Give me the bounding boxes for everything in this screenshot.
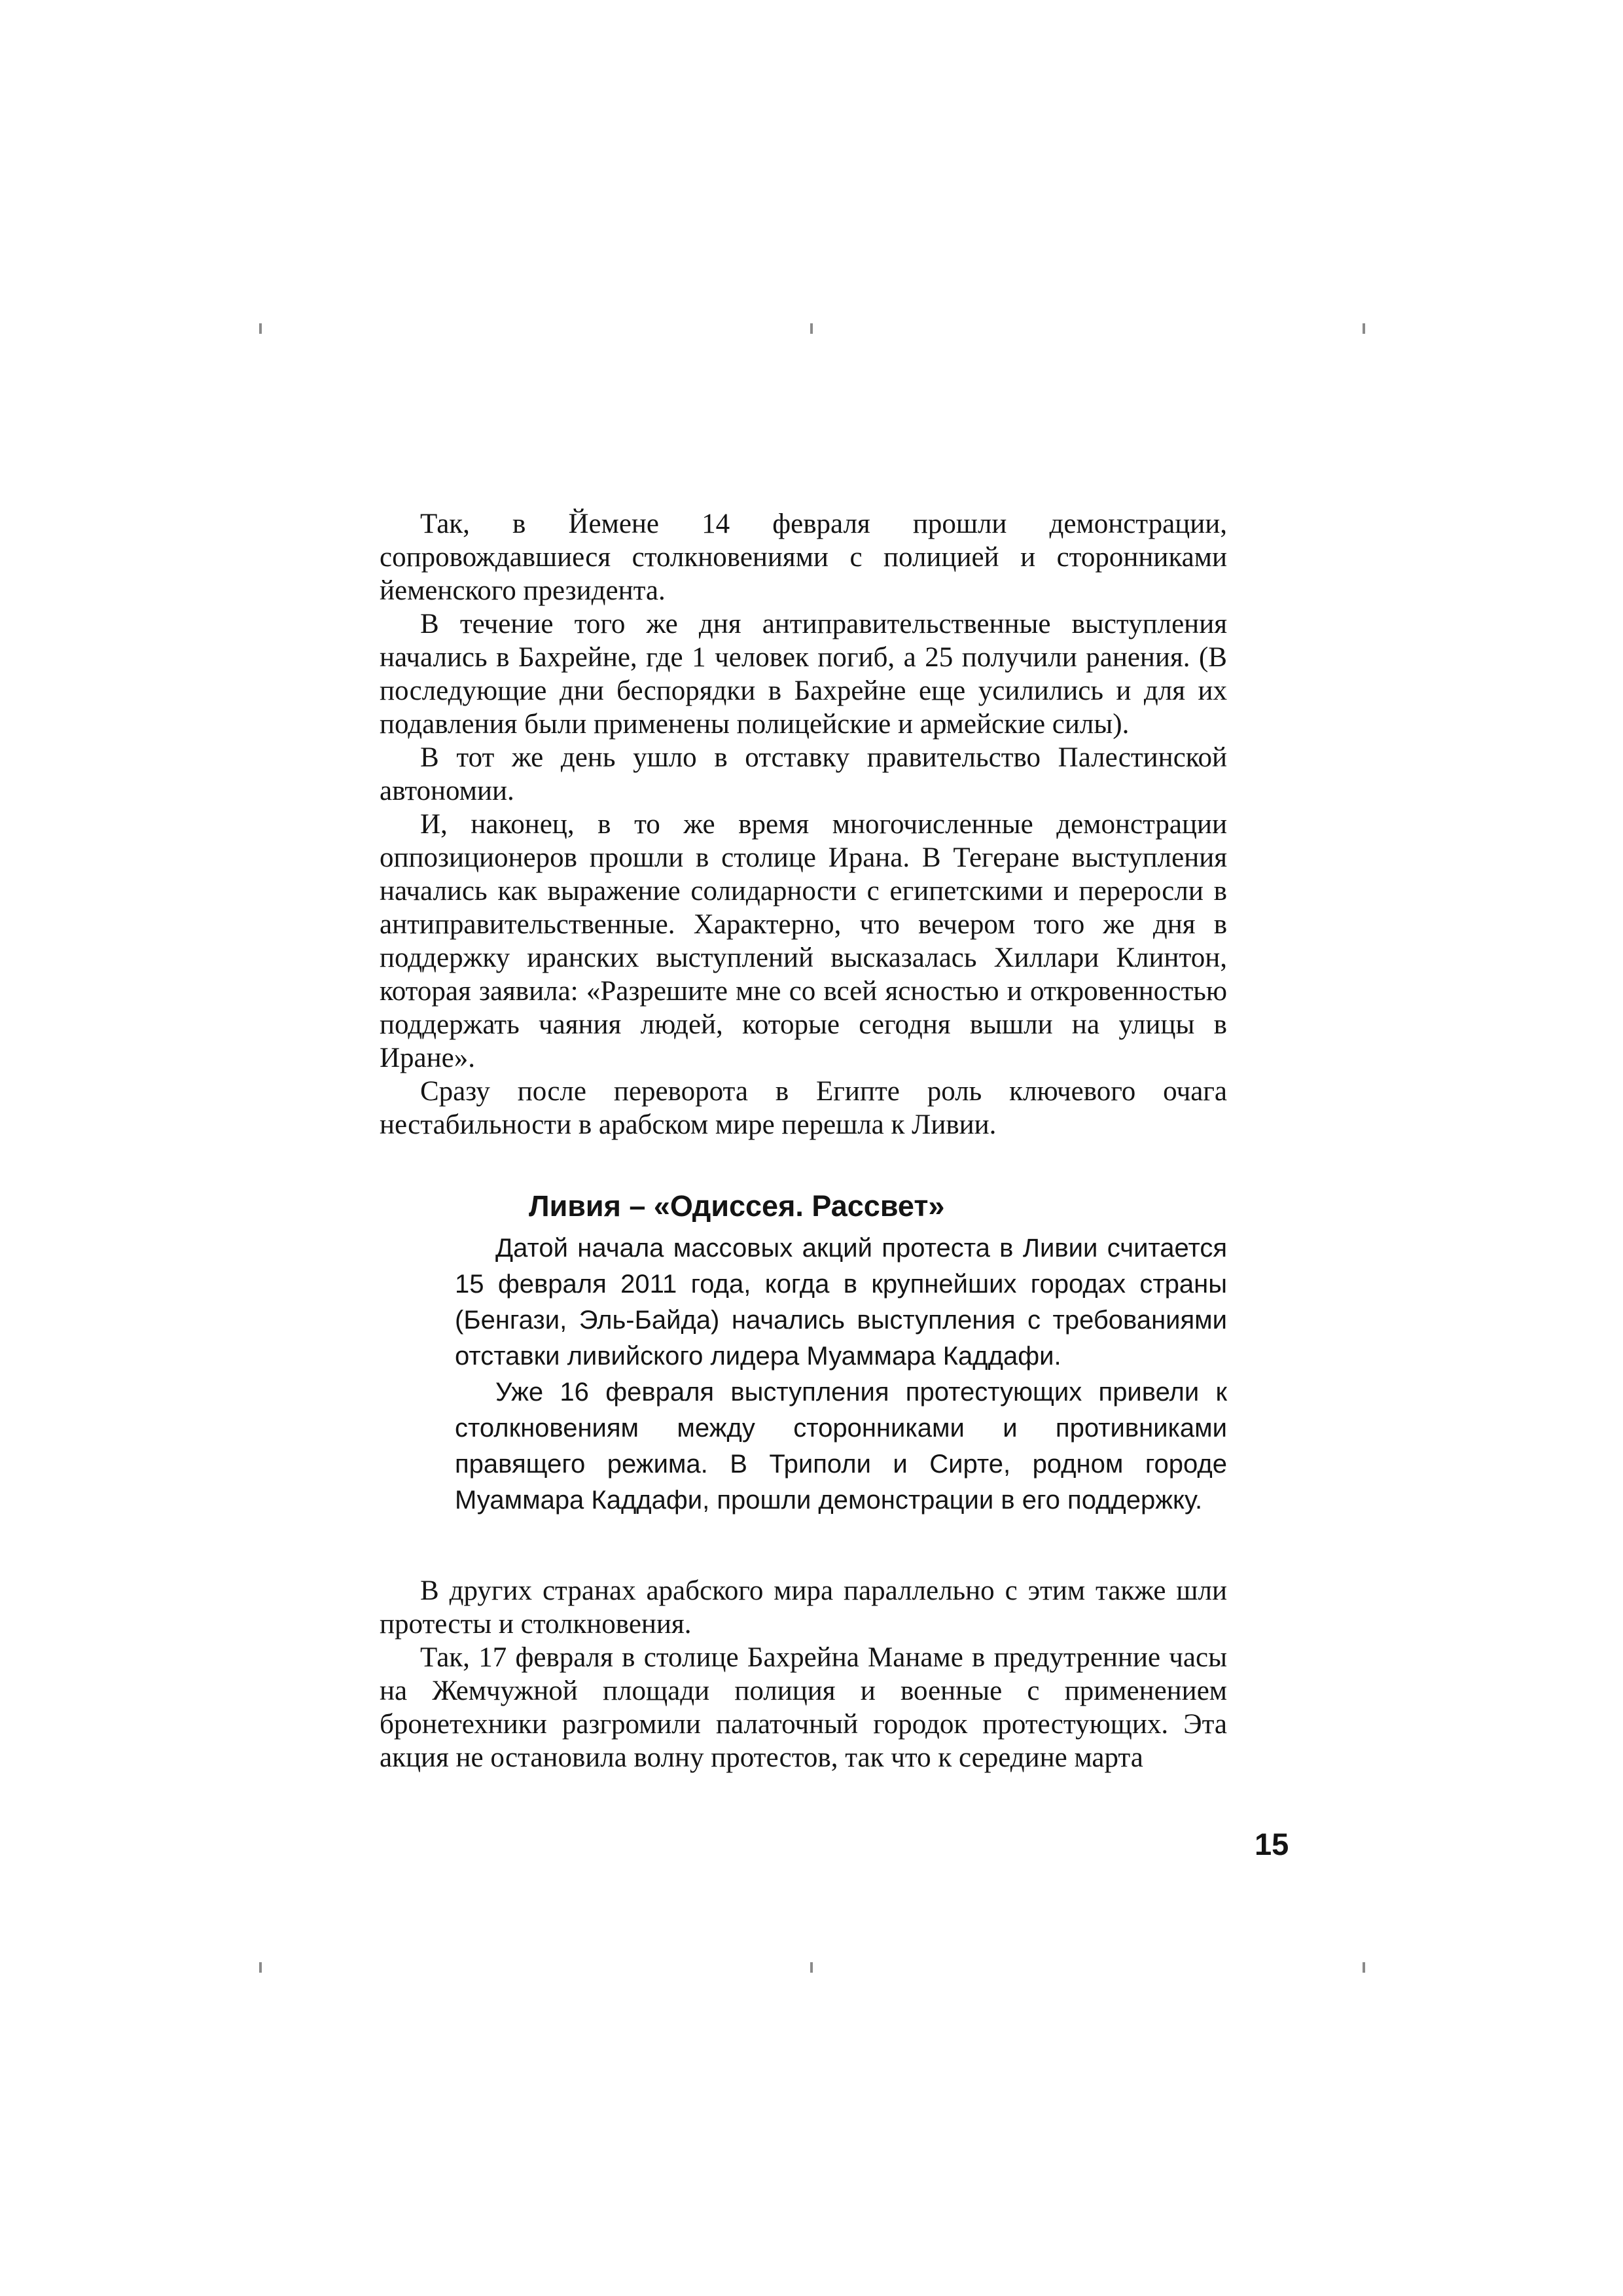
crop-mark-bottom-center [810,1962,813,1973]
paragraph-yemen: Так, в Йемене 14 февраля прошли демонстрации, сопровождавшиеся столкновениями с полицией и сторонниками йеменского президента. [380,509,1227,606]
paragraph-libya-start: Датой начала массовых акций протеста в Ливии считается 15 февраля 2011 года, когда в крупнейших городах страны (Бенгази, Эль-Байда) начались выступления с требованиями отставки ливийского лидера Муаммара Каддафи. [455,1234,1227,1371]
paragraph-palestine: В тот же день ушло в отставку правительство Палестинской автономии. [380,742,1227,806]
crop-mark-top-right [1363,323,1365,334]
section-heading: Ливия – «Одиссея. Рассвет» [529,1189,945,1223]
paragraph-libya-intro: Сразу после переворота в Египте роль ключевого очага нестабильности в арабском мире перешла к Ливии. [380,1076,1227,1140]
paragraph-other-countries: В других странах арабского мира параллельно с этим также шли протесты и столкновения. [380,1575,1227,1640]
crop-mark-bottom-left [259,1962,262,1973]
paragraph-iran: И, наконец, в то же время многочисленные демонстрации оппозиционеров прошли в столице Ирана. В Тегеране выступления начались как выражение солидарности с египетскими и переросли в антиправительственные. Характерно, что вечером того же дня в поддержку иранских выступлений высказалась Хиллари Клинтон, которая заявила: «Разрешите мне со всей ясностью и откровенностью поддержать чаяния людей, которые сегодня вышли на улицы в Иране». [380,809,1227,1073]
paragraph-bahrain: В течение того же дня антиправительственные выступления начались в Бахрейне, где 1 человек погиб, а 25 получили ранения. (В последующие дни беспорядки в Бахрейне еще усилились и для их подавления были применены полицейские и армейские силы). [380,609,1227,740]
section-two-text [380,1574,1227,1774]
paragraph-libya-clashes: Уже 16 февраля выступления протестующих привели к столкновениям между сторонниками и противниками правящего режима. В Триполи и Сирте, родном городе Муаммара Каддафи, прошли демонстрации в его поддержку. [455,1378,1227,1515]
libya-highlight-text [455,1230,1227,1518]
page-number: 15 [1255,1827,1289,1861]
section-one-text [380,507,1227,1141]
crop-mark-top-left [259,323,262,334]
crop-mark-top-center [810,323,813,334]
paragraph-manama: Так, 17 февраля в столице Бахрейна Манаме в предутренние часы на Жемчужной площади полиция и военные с применением бронетехники разгромили палаточный городок протестующих. Эта акция не остановила волну протестов, так что к середине марта [380,1642,1227,1773]
crop-mark-bottom-right [1363,1962,1365,1973]
